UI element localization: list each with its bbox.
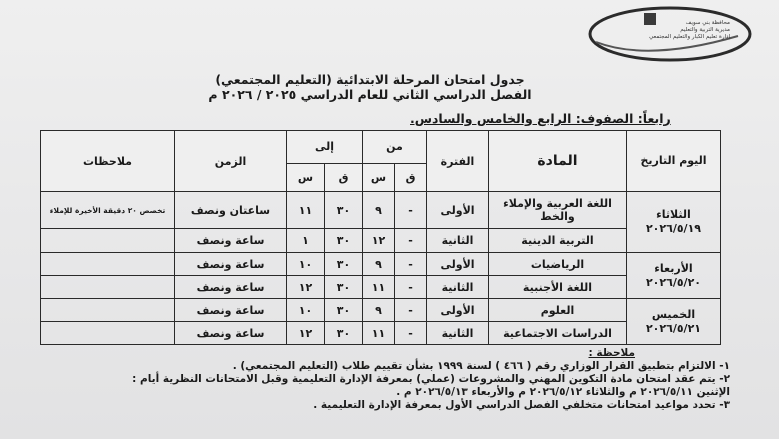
header-from: من bbox=[363, 131, 427, 164]
day-cell: الأربعاء ٢٠٢٦/٥/٢٠ bbox=[627, 253, 721, 299]
table-row bbox=[41, 253, 721, 276]
heading-line-2: الفصل الدراسي الثاني للعام الدراسي ٢٠٢٥ / ٢٠٢٦ م bbox=[208, 87, 532, 102]
header-period: الفترة bbox=[427, 131, 489, 192]
period-cell: الثانية bbox=[427, 322, 489, 345]
notes-cell bbox=[41, 276, 175, 299]
time-cell: ساعة ونصف bbox=[175, 253, 287, 276]
table-row bbox=[41, 192, 721, 229]
logo-line: إدارة تعليم الكبار والتعليم المجتمعي bbox=[649, 34, 730, 40]
header-to-min: ق bbox=[325, 163, 363, 191]
exam-schedule-table bbox=[40, 130, 721, 345]
notes-cell bbox=[41, 322, 175, 345]
to-min-cell: ٣٠ bbox=[325, 276, 363, 299]
subject-cell: الدراسات الاجتماعية bbox=[489, 322, 627, 345]
to-min-cell: ٣٠ bbox=[325, 322, 363, 345]
table-row bbox=[41, 299, 721, 322]
note-item: ٣- تحدد مواعيد امتحانات متخلفي الفصل الدراسي الأول بمعرفة الإدارة التعليمية . bbox=[313, 399, 730, 411]
from-min-cell: - bbox=[395, 322, 427, 345]
heading-line-1: جدول امتحان المرحلة الابتدائية (التعليم المجتمعي) bbox=[215, 72, 525, 87]
note-item: ٢- يتم عقد امتحان مادة التكوين المهني والمشروعات (عملي) بمعرفة الإدارة التعليمية وقبل الامتحانات النظرية أيام : bbox=[132, 373, 730, 385]
header-from-min: ق bbox=[395, 163, 427, 191]
header-day: اليوم التاريخ bbox=[627, 131, 721, 192]
notes-cell bbox=[41, 229, 175, 253]
from-min-cell: - bbox=[395, 192, 427, 229]
to-hour-cell: ١٠ bbox=[287, 299, 325, 322]
from-hour-cell: ١١ bbox=[363, 276, 395, 299]
to-min-cell: ٣٠ bbox=[325, 253, 363, 276]
to-hour-cell: ١ bbox=[287, 229, 325, 253]
period-cell: الأولى bbox=[427, 253, 489, 276]
notes-section bbox=[30, 347, 730, 412]
subject-cell: اللغة الأجنبية bbox=[489, 276, 627, 299]
period-cell: الثانية bbox=[427, 276, 489, 299]
note-item: الإثنين ٢٠٢٦/٥/١١ م والثلاثاء ٢٠٢٦/٥/١٢ م والأربعاء ٢٠٢٦/٥/١٣ م . bbox=[396, 386, 730, 398]
time-cell: ساعة ونصف bbox=[175, 322, 287, 345]
document-heading bbox=[180, 72, 560, 102]
period-cell: الأولى bbox=[427, 299, 489, 322]
time-cell: ساعة ونصف bbox=[175, 229, 287, 253]
logo-line: مديرية التربية والتعليم bbox=[680, 27, 730, 33]
notes-cell bbox=[41, 299, 175, 322]
notes-cell bbox=[41, 253, 175, 276]
from-min-cell: - bbox=[395, 299, 427, 322]
from-min-cell: - bbox=[395, 276, 427, 299]
time-cell: ساعة ونصف bbox=[175, 299, 287, 322]
period-cell: الأولى bbox=[427, 192, 489, 229]
to-hour-cell: ١٢ bbox=[287, 276, 325, 299]
subject-cell: التربية الدينية bbox=[489, 229, 627, 253]
to-hour-cell: ١١ bbox=[287, 192, 325, 229]
from-hour-cell: ٩ bbox=[363, 299, 395, 322]
ministry-logo bbox=[588, 6, 752, 62]
time-cell: ساعتان ونصف bbox=[175, 192, 287, 229]
logo-line: محافظة بني سويف bbox=[685, 20, 730, 26]
to-min-cell: ٣٠ bbox=[325, 229, 363, 253]
to-min-cell: ٣٠ bbox=[325, 299, 363, 322]
header-subject: المادة bbox=[489, 131, 627, 192]
from-hour-cell: ٩ bbox=[363, 253, 395, 276]
header-time: الزمن bbox=[175, 131, 287, 192]
day-cell: الثلاثاء ٢٠٢٦/٥/١٩ bbox=[627, 192, 721, 253]
day-cell: الخميس ٢٠٢٦/٥/٢١ bbox=[627, 299, 721, 345]
to-hour-cell: ١٠ bbox=[287, 253, 325, 276]
notes-cell: تخصص ٢٠ دقيقة الأخيرة للإملاء bbox=[41, 192, 175, 229]
logo-text bbox=[649, 20, 730, 41]
subject-cell: العلوم bbox=[489, 299, 627, 322]
from-hour-cell: ١١ bbox=[363, 322, 395, 345]
header-from-hour: س bbox=[363, 163, 395, 191]
subject-cell: الرياضيات bbox=[489, 253, 627, 276]
header-to-hour: س bbox=[287, 163, 325, 191]
from-hour-cell: ٩ bbox=[363, 192, 395, 229]
from-min-cell: - bbox=[395, 229, 427, 253]
table-row bbox=[41, 229, 721, 253]
from-hour-cell: ١٢ bbox=[363, 229, 395, 253]
to-hour-cell: ١٢ bbox=[287, 322, 325, 345]
header-notes: ملاحظات bbox=[41, 131, 175, 192]
subject-cell: اللغة العربية والإملاء والخط bbox=[489, 192, 627, 229]
period-cell: الثانية bbox=[427, 229, 489, 253]
notes-title: ملاحظة : bbox=[588, 347, 635, 359]
note-item: ١- الالتزام بتطبيق القرار الوزاري رقم ( ٤٦٦ ) لسنة ١٩٩٩ بشأن تقييم طلاب (التعليم المجتمعي) . bbox=[232, 360, 730, 372]
header-to: إلى bbox=[287, 131, 363, 164]
time-cell: ساعة ونصف bbox=[175, 276, 287, 299]
table-row bbox=[41, 276, 721, 299]
grades-label: رابعاً: الصفوف: الرابع والخامس والسادس. bbox=[410, 111, 671, 126]
to-min-cell: ٣٠ bbox=[325, 192, 363, 229]
table-row bbox=[41, 322, 721, 345]
from-min-cell: - bbox=[395, 253, 427, 276]
